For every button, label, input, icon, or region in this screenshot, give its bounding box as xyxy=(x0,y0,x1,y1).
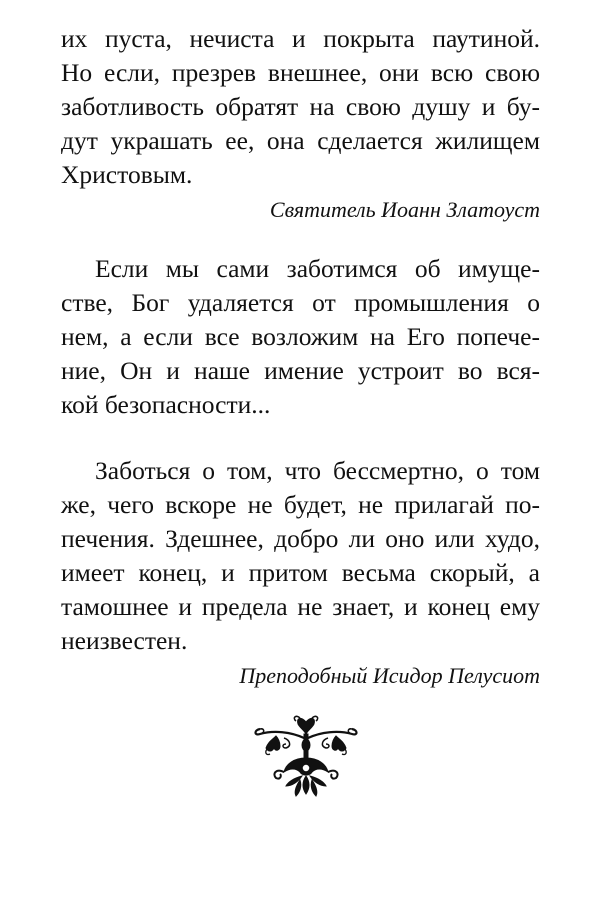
passage-1 xyxy=(61,22,540,228)
text-line: неизвестен. xyxy=(61,626,188,655)
text-line: печения. Здешнее, добро ли оно или худо, xyxy=(61,524,540,553)
attribution-isidor-pelusiot: Преподобный Исидор Пелусиот xyxy=(239,663,540,688)
attribution-ioann-zlatoust: Святитель Иоанн Златоуст xyxy=(269,197,540,222)
text-line: Но если, презрев внешнее, они всю свою xyxy=(61,58,540,87)
text-line: дут украшать ее, она сделается жилищем xyxy=(61,126,540,155)
passage-2 xyxy=(61,252,540,422)
text-line: кой безопасности... xyxy=(61,390,271,419)
floral-vignette-icon xyxy=(246,712,366,802)
text-line: Христовым. xyxy=(61,160,193,189)
paragraph-gap xyxy=(61,228,540,252)
text-line: Если мы сами заботимся об имуще- xyxy=(95,254,540,283)
text-line: ние, Он и наше имение устроит во вся- xyxy=(61,356,540,385)
text-line: нем, а если все возложим на Его попече- xyxy=(61,322,540,351)
text-line: Заботься о том, что бессмертно, о том xyxy=(95,456,540,485)
book-page xyxy=(61,22,540,694)
text-line: стве, Бог удаляется от промышления о xyxy=(61,288,540,317)
text-line: же, чего вскоре не будет, не прилагай по- xyxy=(61,490,540,519)
text-line: тамошнее и предела не знает, и конец ему xyxy=(61,592,540,621)
passage-3 xyxy=(61,454,540,694)
text-line: их пуста, нечиста и покрыта паутиной. xyxy=(61,24,540,53)
text-line: заботливость обратят на свою душу и бу- xyxy=(61,92,540,121)
text-line: имеет конец, и притом весьма скорый, а xyxy=(61,558,540,587)
paragraph-gap xyxy=(61,422,540,454)
